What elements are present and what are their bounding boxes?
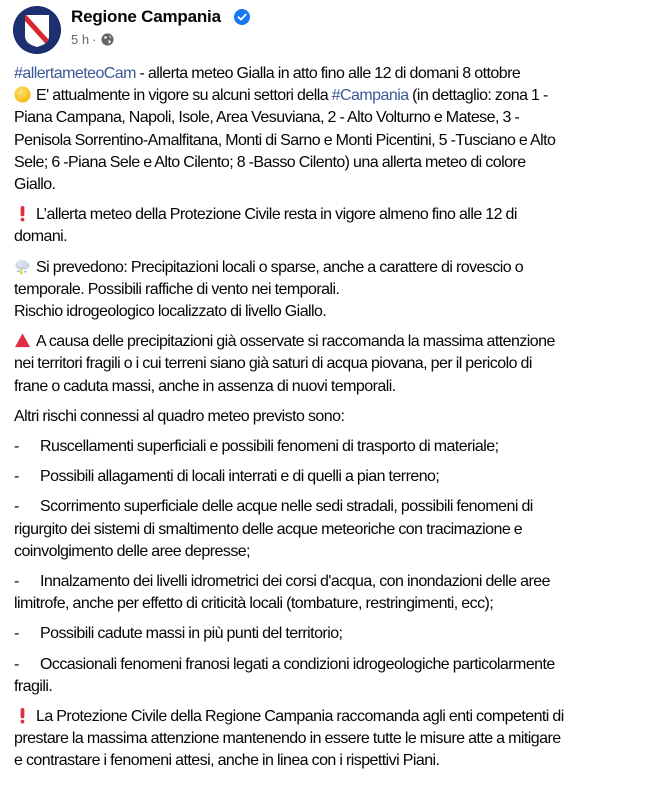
text-line: nei territori fragili o i cui terreni siano già saturi di acqua piovana, per il pericolo di [14,355,532,373]
text: Innalzamento dei livelli idrometrici dei corsi d'acqua, con inondazioni delle aree [40,573,550,591]
page-avatar[interactable] [13,6,61,54]
page-name-link[interactable]: Regione Campania [71,7,221,26]
text-line: Altri rischi connessi al quadro meteo previsto sono: [14,407,345,425]
text-line: coinvolgimento delle aree depresse; [14,542,251,560]
text-line: e contrastare i fenomeni attesi, anche in linea con i rispettivi Piani. [14,752,440,770]
post-meta [71,32,114,47]
paragraph-forecast [14,257,664,324]
hashtag-campania[interactable]: #Campania [331,87,409,105]
post-body [14,63,664,781]
bullet-dash: - [14,573,19,591]
yellow-circle-icon [14,86,31,103]
paragraph-recommendation [14,706,664,773]
paragraph-alert-intro [14,63,664,196]
exclamation-icon [14,707,31,724]
cloud-rain-lightning-icon [14,258,31,275]
text-line: prestare la massima attenzione mantenendo in essere tutte le misure atte a mitigare [14,730,561,748]
text: Si prevedono: Precipitazioni locali o sparse, anche a carattere di rovescio o [36,258,524,276]
text: Possibili allagamenti di locali interrati e di quelli a pian terreno; [40,468,440,486]
risk-list-item [14,436,664,458]
campania-coat-of-arms-icon [13,6,61,54]
text: Possibili cadute massi in più punti del territorio; [40,625,343,643]
text-line: Penisola Sorrentino-Amalfitana, Monti di Sarno e Monti Picentini, 5 -Tusciano e Alto [14,131,556,149]
text-line: fragili. [14,677,53,695]
text-line: frane o caduta massi, anche in assenza di nuovi temporali. [14,377,396,395]
text-line: Rischio idrogeologico localizzato di livello Giallo. [14,303,327,321]
hashtag-allertameteocam[interactable]: #allertameteoCam [14,65,136,82]
text-line: temporale. Possibili raffiche di vento nei temporali. [14,280,340,298]
text: Occasionali fenomeni franosi legati a condizioni idrogeologiche particolarmente [40,655,555,673]
post-timestamp[interactable]: 5 h [71,32,90,47]
bullet-dash: - [14,655,19,673]
text: Ruscellamenti superficiali e possibili fenomeni di trasporto di materiale; [40,438,499,456]
post-header [0,0,666,60]
red-triangle-icon [14,332,31,349]
text: E' attualmente in vigore su alcuni settori della [36,87,332,105]
paragraph-other-risks-intro [14,406,664,428]
text: La Protezione Civile della Regione Campania raccomanda agli enti competenti di [36,708,564,726]
meta-separator: · [92,32,97,47]
exclamation-icon [14,205,31,222]
text: A causa delle precipitazioni già osservate si raccomanda la massima attenzione [36,333,555,351]
text-line: limitrofe, anche per effetto di criticità locali (tombature, restringimenti, ecc); [14,595,494,613]
risk-list-item [14,623,664,645]
risk-list-item [14,496,664,563]
text: (in dettaglio: zona 1 - [408,87,548,105]
text: L’allerta meteo della Protezione Civile resta in vigore almeno fino alle 12 di [36,206,517,224]
risk-list-item [14,654,664,698]
text: - allerta meteo Gialla in atto fino alle 12 di domani 8 ottobre [135,65,521,82]
bullet-dash: - [14,625,19,643]
bullet-dash: - [14,468,19,486]
text: Scorrimento superficiale delle acque nelle sedi stradali, possibili fenomeni di [40,498,533,516]
verified-badge-icon [234,9,250,25]
text-line: rigurgito dei sistemi di smaltimento delle acque meteoriche con tracimazione e [14,520,523,538]
bullet-dash: - [14,498,19,516]
text-line: Piana Campana, Napoli, Isole, Area Vesuviana, 2 - Alto Volturno e Matese, 3 - [14,109,520,127]
risk-list-item [14,466,664,488]
text-line: Sele; 6 -Piana Sele e Alto Cilento; 8 -Basso Cilento) una allerta meteo di colore [14,153,526,171]
risk-list-item [14,571,664,615]
paragraph-warning [14,331,664,398]
text-line: Giallo. [14,176,56,194]
paragraph-alert-duration [14,204,664,248]
globe-icon[interactable] [101,33,114,46]
bullet-dash: - [14,438,19,456]
text-line: domani. [14,228,68,246]
